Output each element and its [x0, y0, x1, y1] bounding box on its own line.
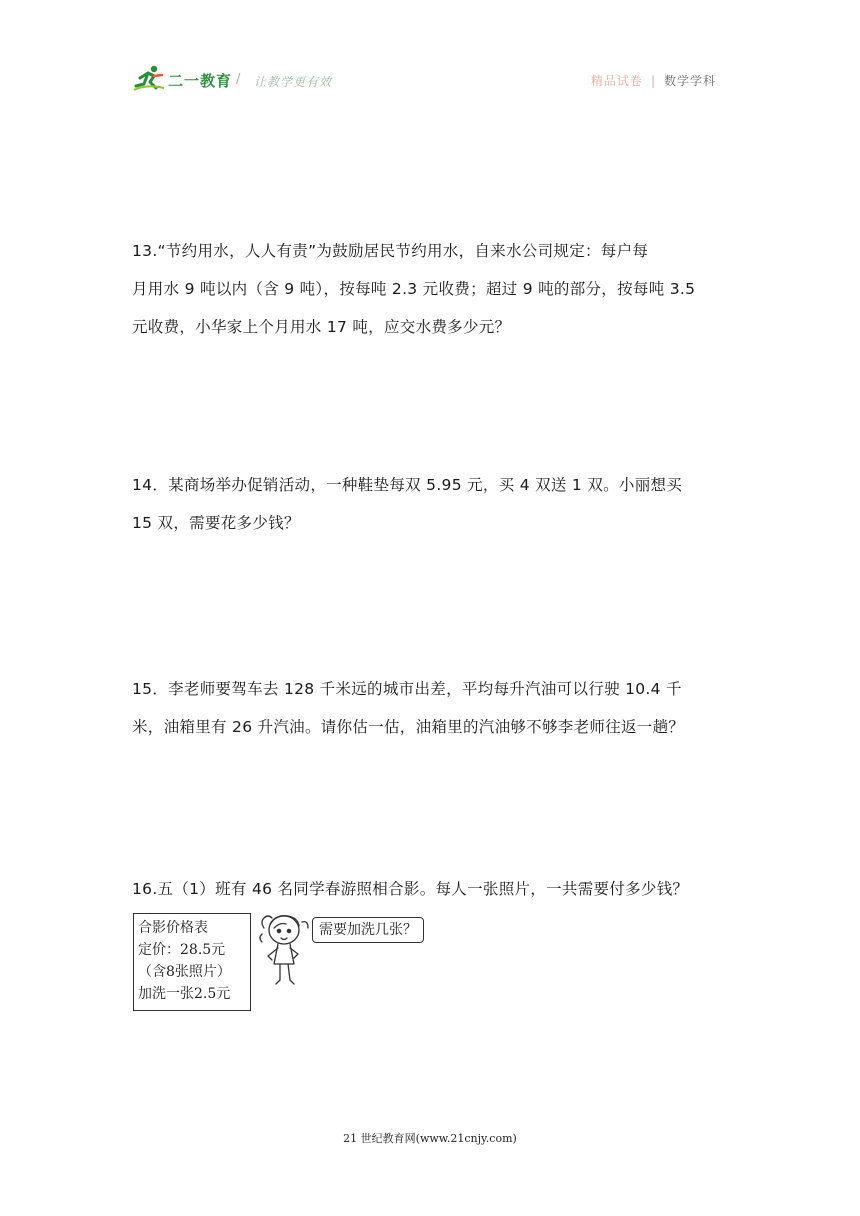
page-footer: 21 世纪教育网(www.21cnjy.com) — [343, 1132, 517, 1145]
speech-bubble: 需要加洗几张？ — [312, 917, 424, 943]
logo-slogan: 让教学更有效 — [254, 75, 333, 89]
tag-quality-paper: 精品试卷 — [590, 74, 643, 88]
price-table-title: 合影价格表 — [138, 920, 208, 936]
question-line: 13.“节约用水，人人有责”为鼓励居民节约用水，自来水公司规定：每户每 — [132, 242, 649, 260]
question-line: 月用水 9 吨以内（含 9 吨），按每吨 2.3 元收费；超过 9 吨的部分，按每吨 3.5 — [132, 280, 696, 298]
question-14 — [132, 466, 732, 542]
question-line: 元收费，小华家上个月用水 17 吨，应交水费多少元？ — [132, 318, 511, 336]
question-line: 15 双，需要花多少钱？ — [132, 514, 300, 532]
question-line: 14．某商场举办促销活动，一种鞋垫每双 5.95 元，买 4 双送 1 双。小丽想买 — [132, 476, 683, 494]
page-header — [0, 0, 860, 110]
question-line: 16.五（1）班有 46 名同学春游照相合影。每人一张照片，一共需要付多少钱？ — [132, 880, 689, 898]
girl-illustration-icon — [254, 908, 318, 992]
logo-separator: / — [236, 72, 241, 87]
question-line: 15．李老师要驾车去 128 千米远的城市出差，平均每升汽油可以行驶 10.4 千 — [132, 680, 682, 698]
question-16 — [132, 870, 732, 908]
header-tags — [591, 72, 716, 89]
price-table — [133, 913, 251, 1011]
question-15 — [132, 670, 732, 746]
logo-text: 二一教育 — [168, 72, 233, 90]
question-line: 米，油箱里有 26 升汽油。请你估一估，油箱里的汽油够不够李老师往返一趟？ — [132, 718, 685, 736]
runner-logo-icon — [132, 64, 166, 92]
question-13 — [132, 232, 732, 346]
price-table-price: 定价：28.5元 — [138, 942, 226, 958]
price-table-extra: 加洗一张2.5元 — [138, 986, 231, 1002]
tag-divider: | — [650, 74, 656, 88]
price-table-includes: （含8张照片） — [138, 964, 231, 980]
tag-subject: 数学学科 — [663, 74, 716, 88]
